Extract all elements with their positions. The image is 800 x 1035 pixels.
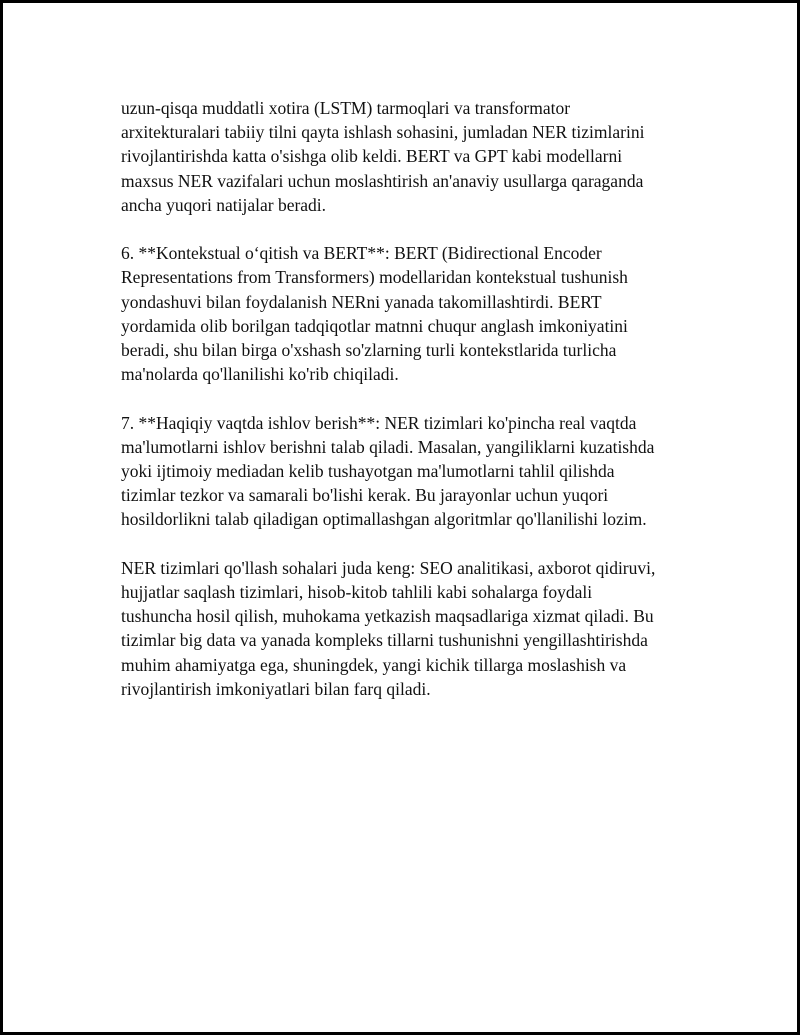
paragraph-real-time-processing: [121, 411, 711, 532]
text-line: rivojlantirishda katta o'sishga olib keldi. BERT va GPT kabi modellarni: [121, 146, 623, 167]
text-line: 6. **Kontekstual o‘qitish va BERT**: BERT (Bidirectional Encoder: [121, 243, 602, 264]
text-line: muhim ahamiyatga ega, shuningdek, yangi kichik tillarga moslashish va: [121, 654, 627, 675]
text-line: NER tizimlari qo'llash sohalari juda keng: SEO analitikasi, axborot qidiruvi,: [121, 557, 656, 578]
text-line: yoki ijtimoiy mediadan kelib tushayotgan ma'lumotlarni tahlil qilishda: [121, 461, 615, 482]
text-line: tizimlar tezkor va samarali bo'lishi kerak. Bu jarayonlar uchun yuqori: [121, 485, 609, 506]
paragraph-lstm-transformers: [121, 96, 711, 217]
text-line: yordamida olib borilgan tadqiqotlar matnni chuqur anglash imkoniyatini: [121, 315, 628, 336]
text-line: yondashuvi bilan foydalanish NERni yanada takomillashtirdi. BERT: [121, 291, 602, 312]
text-line: tushuncha hosil qilish, muhokama yetkazish maqsadlariga xizmat qiladi. Bu: [121, 606, 654, 627]
text-line: beradi, shu bilan birga o'xshash so'zlarning turli kontekstlarida turlicha: [121, 340, 617, 361]
text-line: rivojlantirish imkoniyatlari bilan farq qiladi.: [121, 678, 431, 699]
text-line: ma'nolarda qo'llanilishi ko'rib chiqiladi.: [121, 364, 399, 385]
text-line: uzun-qisqa muddatli xotira (LSTM) tarmoqlari va transformator: [121, 98, 571, 118]
text-line: ancha yuqori natijalar beradi.: [121, 194, 327, 215]
text-line: ma'lumotlarni ishlov berishni talab qiladi. Masalan, yangiliklarni kuzatishda: [121, 436, 655, 457]
paragraph-applications: [121, 556, 711, 701]
text-line: tizimlar big data va yanada kompleks tillarni tushunishni yengillashtirishda: [121, 630, 648, 651]
text-line: hosildorlikni talab qiladigan optimallashgan algoritmlar qo'llanilishi lozim.: [121, 509, 647, 530]
text-line: hujjatlar saqlash tizimlari, hisob-kitob tahlili kabi sohalarga foydali: [121, 582, 593, 603]
text-line: maxsus NER vazifalari uchun moslashtirish an'anaviy usullarga qaraganda: [121, 170, 644, 191]
text-line: Representations from Transformers) modellaridan kontekstual tushunish: [121, 267, 628, 288]
paragraph-contextual-bert: [121, 241, 711, 386]
text-line: arxitekturalari tabiiy tilni qayta ishlash sohasini, jumladan NER tizimlarini: [121, 122, 645, 143]
text-line: 7. **Haqiqiy vaqtda ishlov berish**: NER tizimlari ko'pincha real vaqtda: [121, 412, 637, 433]
document-body: [121, 96, 711, 725]
